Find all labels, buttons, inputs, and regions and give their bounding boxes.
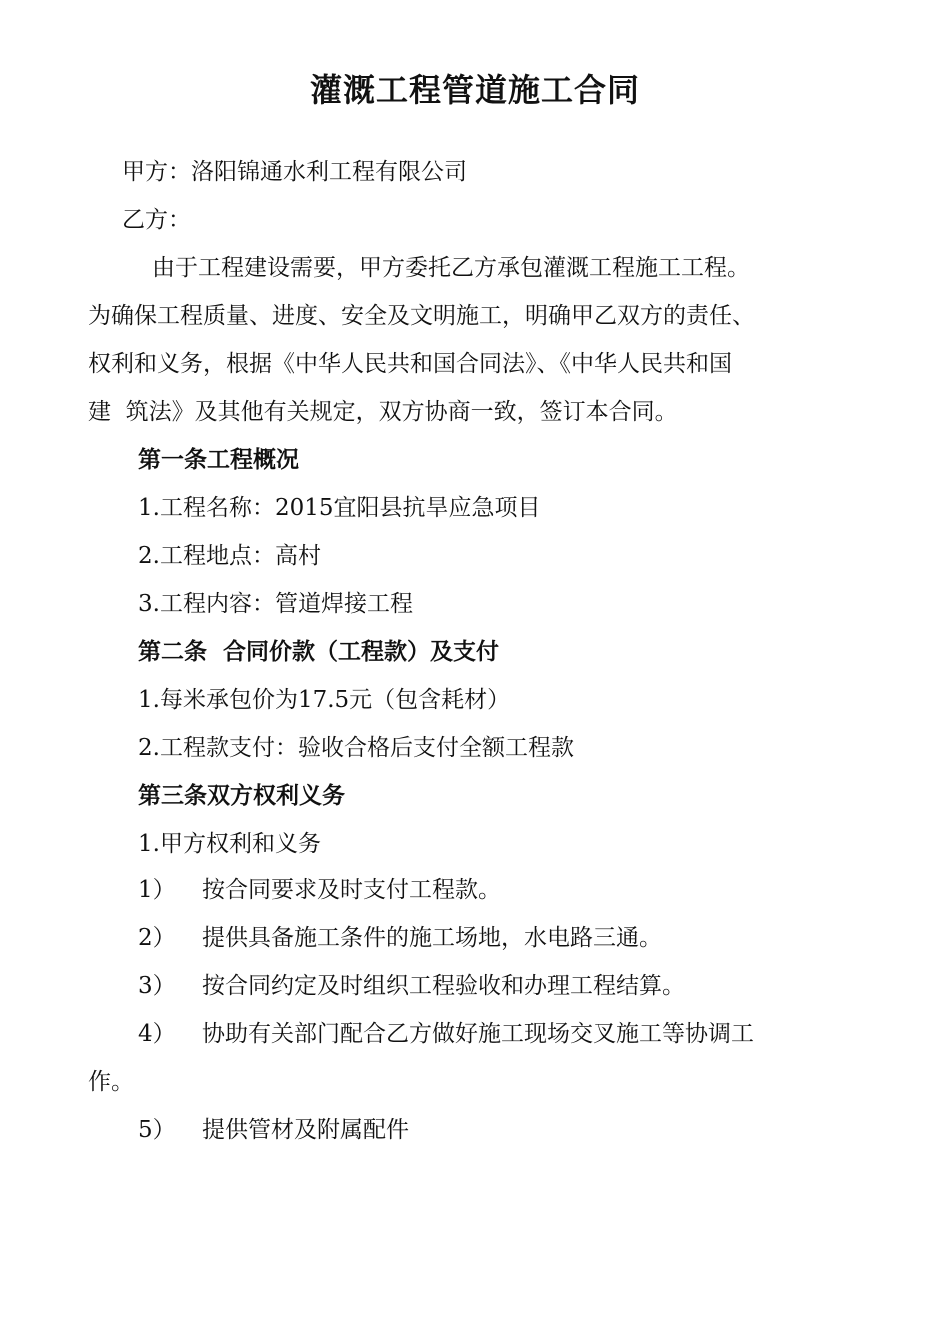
obligation-item-4-continued [88, 1066, 134, 1098]
section-1-item-2: 2.工程地点：高村 [138, 543, 321, 569]
obligation-number: 3） [138, 973, 176, 999]
obligation-text: 按合同要求及时支付工程款。 [202, 877, 501, 903]
section-2-item-1: 1.每米承包价为17.5元（包含耗材） [138, 687, 511, 713]
section-2-heading: 第二条 合同价款（工程款）及支付 [138, 639, 500, 665]
obligation-number: 5） [138, 1117, 176, 1143]
intro-line-3: 权利和义务，根据《中华人民共和国合同法》、《中华人民共和国 [88, 351, 732, 377]
party-a: 甲方：洛阳锦通水利工程有限公司 [122, 159, 467, 185]
obligation-item-1 [138, 874, 501, 906]
obligation-item-4 [138, 1018, 754, 1050]
section-3-sub-heading: 1.甲方权利和义务 [138, 831, 321, 857]
obligation-text: 提供管材及附属配件 [202, 1117, 409, 1143]
obligation-text: 提供具备施工条件的施工场地，水电路三通。 [202, 925, 662, 951]
obligation-number: 2） [138, 925, 176, 951]
document-title: 灌溉工程管道施工合同 [309, 71, 640, 109]
obligation-item-3 [138, 970, 685, 1002]
party-b: 乙方： [122, 207, 191, 233]
obligation-text: 作。 [88, 1069, 134, 1095]
obligation-item-2 [138, 922, 662, 954]
section-1-item-1: 1.工程名称：2015宜阳县抗旱应急项目 [138, 495, 541, 521]
obligation-number: 4） [138, 1021, 176, 1047]
obligation-item-5 [138, 1114, 409, 1146]
intro-line-1: 由于工程建设需要，甲方委托乙方承包灌溉工程施工工程。 [152, 255, 750, 281]
section-1-heading: 第一条工程概况 [138, 447, 299, 473]
obligation-text: 协助有关部门配合乙方做好施工现场交叉施工等协调工 [202, 1021, 754, 1047]
section-2-item-2: 2.工程款支付：验收合格后支付全额工程款 [138, 735, 574, 761]
obligation-number: 1） [138, 877, 176, 903]
obligation-text: 按合同约定及时组织工程验收和办理工程结算。 [202, 973, 685, 999]
intro-line-4: 建 筑法》及其他有关规定，双方协商一致，签订本合同。 [88, 399, 678, 425]
section-1-item-3: 3.工程内容：管道焊接工程 [138, 591, 413, 617]
section-3-heading: 第三条双方权利义务 [138, 783, 345, 809]
intro-line-2: 为确保工程质量、进度、安全及文明施工，明确甲乙双方的责任、 [88, 303, 755, 329]
